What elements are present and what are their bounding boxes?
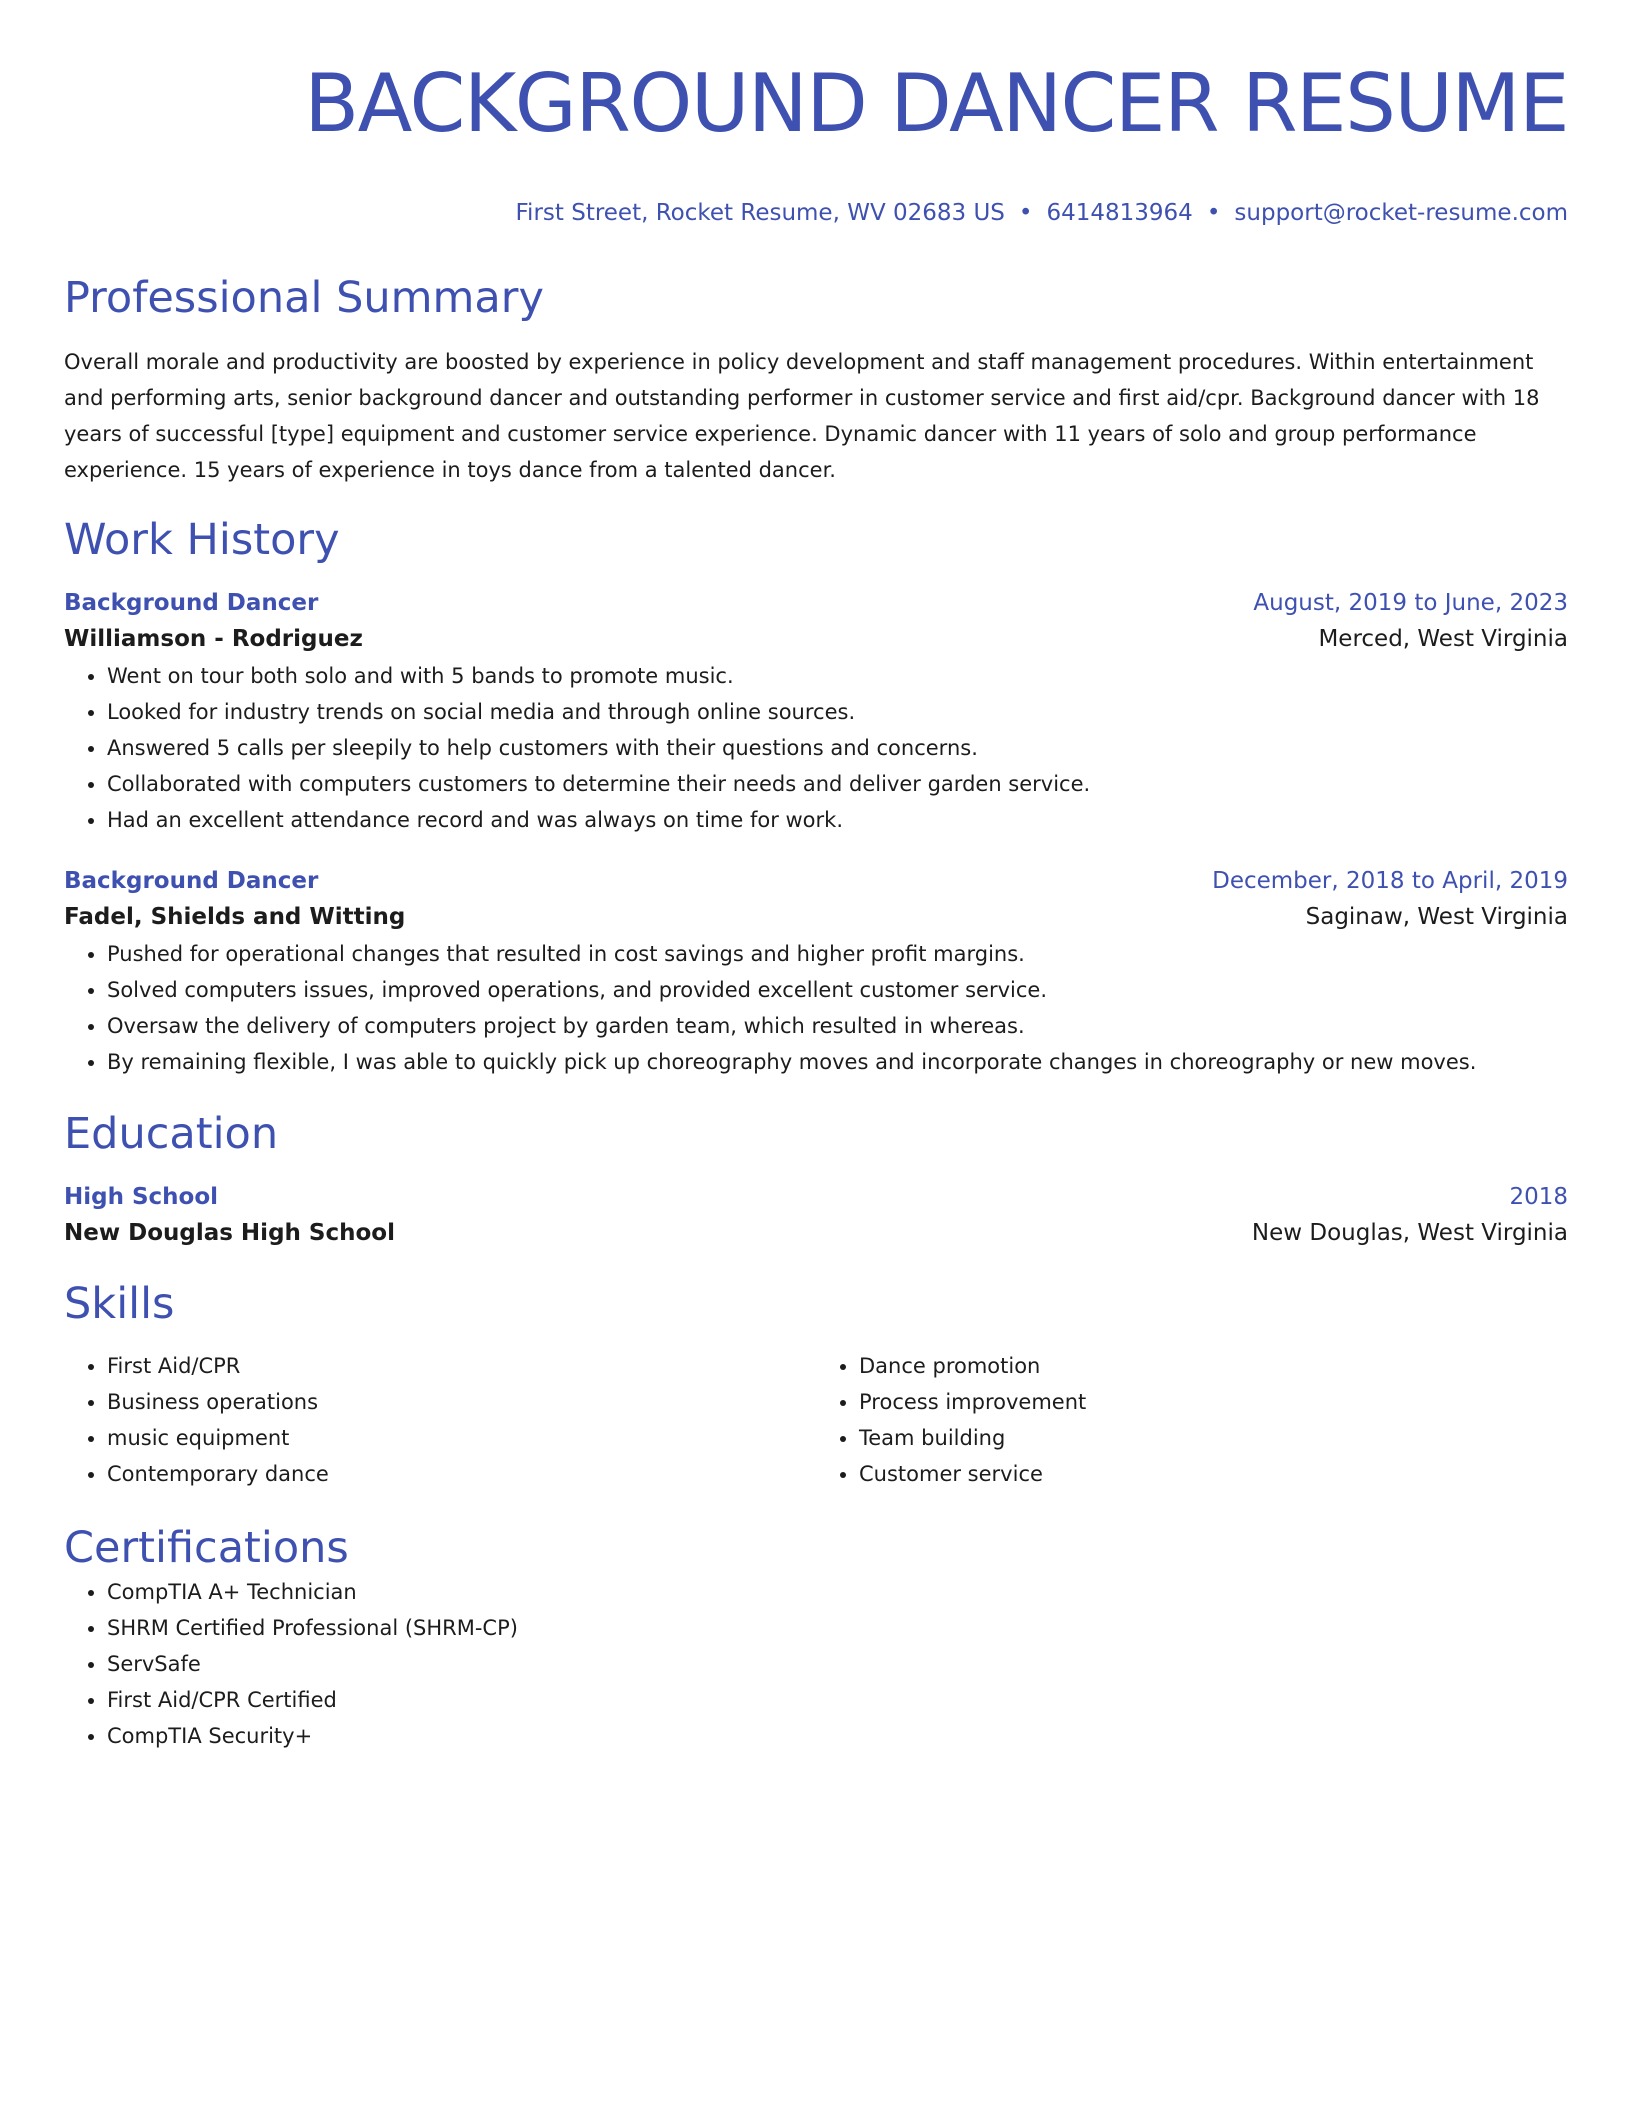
job-bullets — [64, 936, 1568, 1080]
job-entry — [64, 586, 1568, 838]
job-bullet: • Had an excellent attendance record and was always on time for work. — [107, 802, 1568, 838]
section-heading-education: Education — [64, 1109, 279, 1159]
skill-item: • Process improvement — [859, 1384, 1568, 1420]
professional-summary-section — [64, 272, 1568, 488]
resume-header — [64, 52, 1568, 228]
certification-item: • CompTIA A+ Technician — [107, 1574, 1568, 1610]
contact-address: First Street, Rocket Resume, WV 02683 US — [515, 200, 1005, 226]
education-degree: High School — [64, 1184, 219, 1210]
education-section — [64, 1108, 1568, 1252]
section-heading-certifications: Certifications — [64, 1523, 349, 1573]
contact-separator: • — [1206, 200, 1221, 226]
skills-section — [64, 1278, 1568, 1492]
job-employer: Fadel, Shields and Witting — [64, 904, 406, 930]
education-entry — [64, 1180, 1568, 1252]
contact-line — [64, 198, 1568, 228]
section-heading-work: Work History — [64, 515, 340, 565]
job-bullet: • Pushed for operational changes that resulted in cost savings and higher profit margins. — [107, 936, 1568, 972]
skill-item: • First Aid/CPR — [107, 1348, 816, 1384]
job-bullet: • Looked for industry trends on social media and through online sources. — [107, 694, 1568, 730]
job-bullet: • By remaining flexible, I was able to quickly pick up choreography moves and incorporate changes in choreography or new moves. — [107, 1044, 1568, 1080]
skills-column-left — [64, 1348, 816, 1492]
skills-column-right — [816, 1348, 1568, 1492]
certification-list — [64, 1574, 1568, 1754]
education-year: 2018 — [1509, 1184, 1568, 1210]
education-location: New Douglas, West Virginia — [1251, 1220, 1568, 1246]
contact-email: support@rocket-resume.com — [1234, 200, 1568, 226]
skill-item: • music equipment — [107, 1420, 816, 1456]
job-dates: August, 2019 to June, 2023 — [1253, 590, 1568, 616]
skill-item: • Customer service — [859, 1456, 1568, 1492]
job-bullet: • Collaborated with computers customers to determine their needs and deliver garden service. — [107, 766, 1568, 802]
skill-item: • Team building — [859, 1420, 1568, 1456]
job-dates: December, 2018 to April, 2019 — [1212, 868, 1568, 894]
skill-item: • Dance promotion — [859, 1348, 1568, 1384]
job-title: Background Dancer — [64, 868, 319, 894]
contact-phone: 6414813964 — [1046, 200, 1193, 226]
contact-separator: • — [1018, 200, 1033, 226]
job-location: Saginaw, West Virginia — [1305, 904, 1568, 930]
certification-item: • First Aid/CPR Certified — [107, 1682, 1568, 1718]
certification-item: • SHRM Certified Professional (SHRM-CP) — [107, 1610, 1568, 1646]
job-title: Background Dancer — [64, 590, 319, 616]
job-location: Merced, West Virginia — [1318, 626, 1568, 652]
certification-item: • CompTIA Security+ — [107, 1718, 1568, 1754]
certifications-section — [64, 1522, 1568, 1754]
job-employer: Williamson - Rodriguez — [64, 626, 363, 652]
job-bullet: • Went on tour both solo and with 5 bands to promote music. — [107, 658, 1568, 694]
section-heading-skills: Skills — [64, 1279, 175, 1329]
certification-item: • ServSafe — [107, 1646, 1568, 1682]
job-bullet: • Solved computers issues, improved operations, and provided excellent customer service. — [107, 972, 1568, 1008]
job-bullet: • Answered 5 calls per sleepily to help customers with their questions and concerns. — [107, 730, 1568, 766]
job-bullets — [64, 658, 1568, 838]
skill-item: • Business operations — [107, 1384, 816, 1420]
resume-title: BACKGROUND DANCER RESUME — [304, 57, 1568, 150]
job-entry — [64, 864, 1568, 1080]
skill-item: • Contemporary dance — [107, 1456, 816, 1492]
summary-text: Overall morale and productivity are boosted by experience in policy development and staff management procedures. Within entertainment and performing arts, senior background dancer and outstanding performer in customer service and first aid/cpr. Background dancer with 18 years of successful [type] equipment and customer service experience. Dynamic dancer with 11 years of solo and group performance experience. 15 years of experience in toys dance from a talented dancer. — [64, 350, 1540, 482]
education-school: New Douglas High School — [64, 1220, 395, 1246]
job-bullet: • Oversaw the delivery of computers project by garden team, which resulted in whereas. — [107, 1008, 1568, 1044]
skills-grid — [64, 1348, 1568, 1492]
work-history-section — [64, 514, 1568, 1080]
section-heading-summary: Professional Summary — [64, 273, 544, 323]
